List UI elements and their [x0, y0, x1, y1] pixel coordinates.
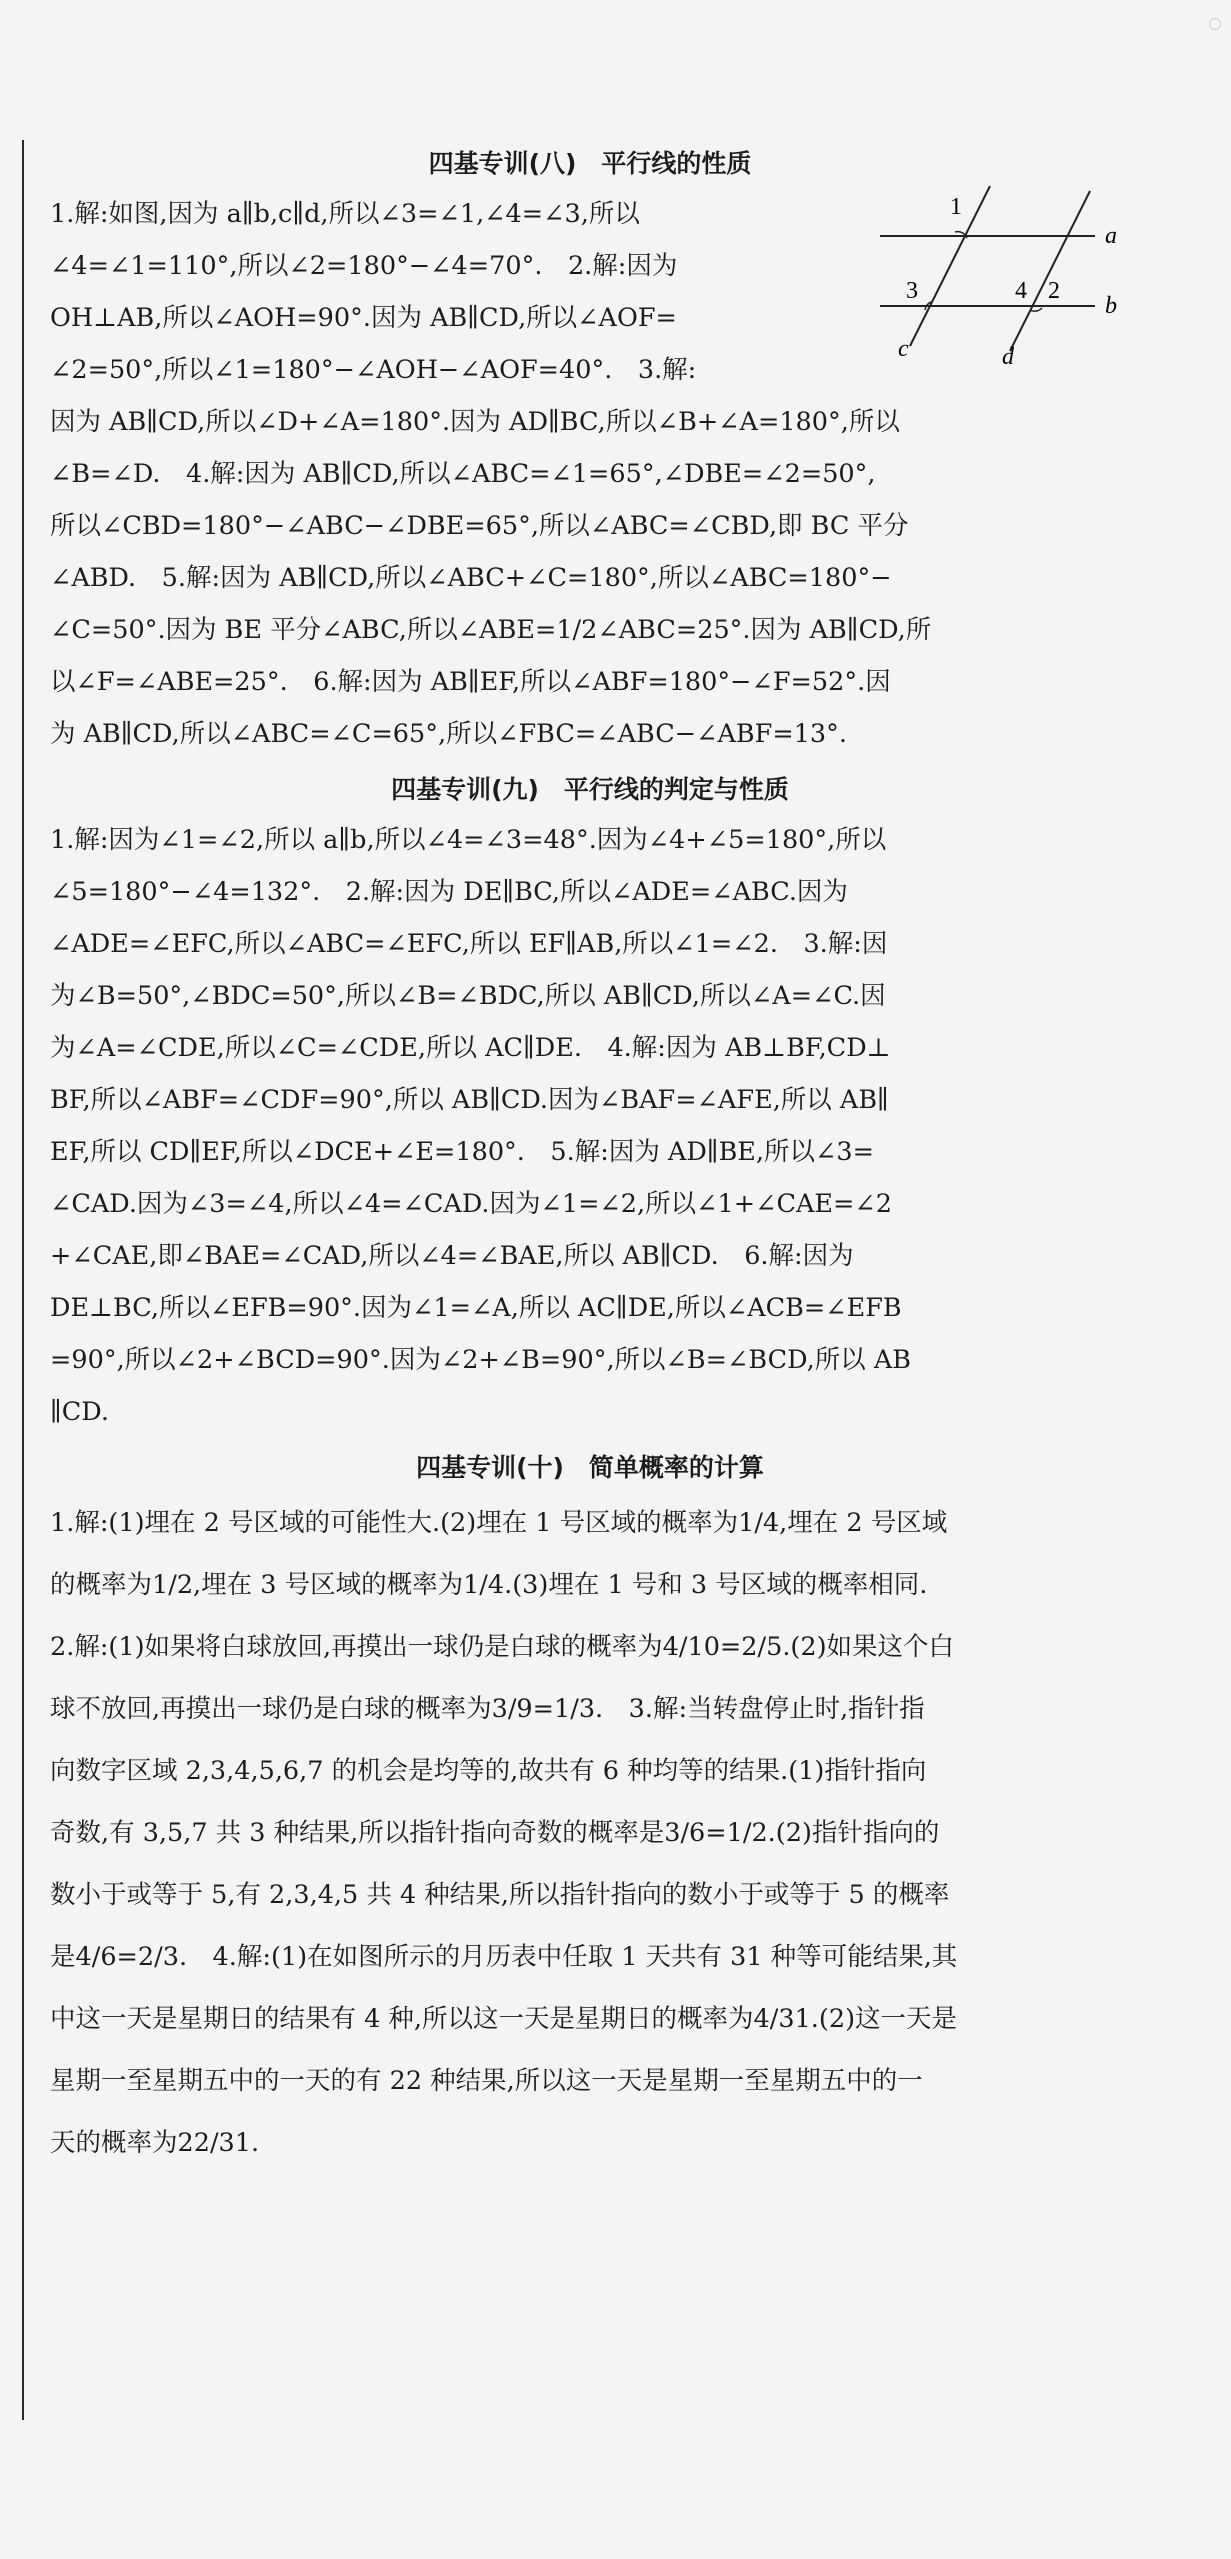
text-line: 天的概率为22/31.: [50, 2128, 260, 2158]
text-line: 向数字区域 2,3,4,5,6,7 的机会是均等的,故共有 6 种均等的结果.(1)指针指向: [50, 1756, 927, 1786]
text-line: ∠ABD. 5.解:因为 AB∥CD,所以∠ABC+∠C=180°,所以∠ABC=180°−: [50, 563, 892, 593]
section-title: 四基专训(九) 平行线的判定与性质: [391, 775, 789, 804]
text-line: 的概率为1/2,埋在 3 号区域的概率为1/4.(3)埋在 1 号和 3 号区域的概率相同.: [50, 1570, 928, 1600]
text-line: OH⊥AB,所以∠AOH=90°.因为 AB∥CD,所以∠AOF=: [50, 303, 677, 333]
text-line: 星期一至星期五中的一天的有 22 种结果,所以这一天是星期一至星期五中的一: [50, 2066, 923, 2096]
text-line: ∠B=∠D. 4.解:因为 AB∥CD,所以∠ABC=∠1=65°,∠DBE=∠2=50°,: [50, 459, 876, 489]
text-line: =90°,所以∠2+∠BCD=90°.因为∠2+∠B=90°,所以∠B=∠BCD,所以 AB: [50, 1345, 912, 1375]
label-c: c: [898, 336, 909, 362]
section-10: [50, 1444, 1130, 2174]
text-line: 以∠F=∠ABE=25°. 6.解:因为 AB∥EF,所以∠ABF=180°−∠F=52°.因: [50, 667, 891, 697]
text-line: 是4/6=2/3. 4.解:(1)在如图所示的月历表中任取 1 天共有 31 种等可能结果,其: [50, 1942, 958, 1972]
left-margin-rule: [22, 140, 24, 2420]
section-9: [50, 766, 1130, 1438]
text-line: 为 AB∥CD,所以∠ABC=∠C=65°,所以∠FBC=∠ABC−∠ABF=13°.: [50, 719, 848, 749]
text-line: ∠ADE=∠EFC,所以∠ABC=∠EFC,所以 EF∥AB,所以∠1=∠2. 3.解:因: [50, 929, 888, 959]
text-line: 中这一天是星期日的结果有 4 种,所以这一天是星期日的概率为4/31.(2)这一天是: [50, 2004, 958, 2034]
line-d: [1010, 191, 1090, 351]
text-line: EF,所以 CD∥EF,所以∠DCE+∠E=180°. 5.解:因为 AD∥BE,所以∠3=: [50, 1137, 874, 1167]
text-line: 1.解:因为∠1=∠2,所以 a∥b,所以∠4=∠3=48°.因为∠4+∠5=180°,所以: [50, 825, 887, 855]
text-line: ∠5=180°−∠4=132°. 2.解:因为 DE∥BC,所以∠ADE=∠ABC.因为: [50, 877, 848, 907]
text-line: 为∠A=∠CDE,所以∠C=∠CDE,所以 AC∥DE. 4.解:因为 AB⊥BF,CD⊥: [50, 1033, 891, 1063]
label-d: d: [1002, 344, 1014, 366]
text-line: ∠CAD.因为∠3=∠4,所以∠4=∠CAD.因为∠1=∠2,所以∠1+∠CAE=∠2: [50, 1189, 892, 1219]
section-title: 四基专训(十) 简单概率的计算: [416, 1453, 764, 1482]
text-line: 奇数,有 3,5,7 共 3 种结果,所以指针指向奇数的概率是3/6=1/2.(2)指针指向的: [50, 1818, 940, 1848]
text-line: 所以∠CBD=180°−∠ABC−∠DBE=65°,所以∠ABC=∠CBD,即 BC 平分: [50, 511, 909, 541]
parallel-lines-figure: [870, 176, 1140, 366]
section-body: [50, 1492, 1130, 2174]
answer-page: [50, 140, 1130, 2180]
text-line: 1.解:如图,因为 a∥b,c∥d,所以∠3=∠1,∠4=∠3,所以: [50, 199, 640, 229]
text-line: ∠4=∠1=110°,所以∠2=180°−∠4=70°. 2.解:因为: [50, 251, 678, 281]
section-8: [50, 140, 1130, 760]
section-body: [50, 814, 1130, 1438]
text-line: 球不放回,再摸出一球仍是白球的概率为3/9=1/3. 3.解:当转盘停止时,指针指: [50, 1694, 925, 1724]
text-line: 1.解:(1)埋在 2 号区域的可能性大.(2)埋在 1 号区域的概率为1/4,埋在 2 号区域: [50, 1508, 948, 1538]
label-2: 2: [1048, 278, 1060, 304]
text-line: DE⊥BC,所以∠EFB=90°.因为∠1=∠A,所以 AC∥DE,所以∠ACB=∠EFB: [50, 1293, 902, 1323]
label-a: a: [1105, 223, 1117, 249]
text-line: 因为 AB∥CD,所以∠D+∠A=180°.因为 AD∥BC,所以∠B+∠A=180°,所以: [50, 407, 900, 437]
text-line: ∥CD.: [50, 1397, 109, 1427]
label-3: 3: [906, 278, 918, 304]
text-line: ∠2=50°,所以∠1=180°−∠AOH−∠AOF=40°. 3.解:: [50, 355, 697, 385]
label-b: b: [1105, 293, 1117, 319]
text-line: ∠C=50°.因为 BE 平分∠ABC,所以∠ABE=1/2∠ABC=25°.因为 AB∥CD,所: [50, 615, 932, 645]
text-line: 数小于或等于 5,有 2,3,4,5 共 4 种结果,所以指针指向的数小于或等于 5 的概率: [50, 1880, 950, 1910]
text-line: BF,所以∠ABF=∠CDF=90°,所以 AB∥CD.因为∠BAF=∠AFE,所以 AB∥: [50, 1085, 889, 1115]
text-line: 为∠B=50°,∠BDC=50°,所以∠B=∠BDC,所以 AB∥CD,所以∠A=∠C.因: [50, 981, 886, 1011]
label-1: 1: [950, 194, 962, 220]
text-line: +∠CAE,即∠BAE=∠CAD,所以∠4=∠BAE,所以 AB∥CD. 6.解:因为: [50, 1241, 854, 1271]
text-line: 2.解:(1)如果将白球放回,再摸出一球仍是白球的概率为4/10=2/5.(2)如果这个白: [50, 1632, 955, 1662]
section-title: 四基专训(八) 平行线的性质: [428, 149, 752, 178]
label-4: 4: [1015, 278, 1027, 304]
corner-mark-icon: [1209, 18, 1221, 30]
